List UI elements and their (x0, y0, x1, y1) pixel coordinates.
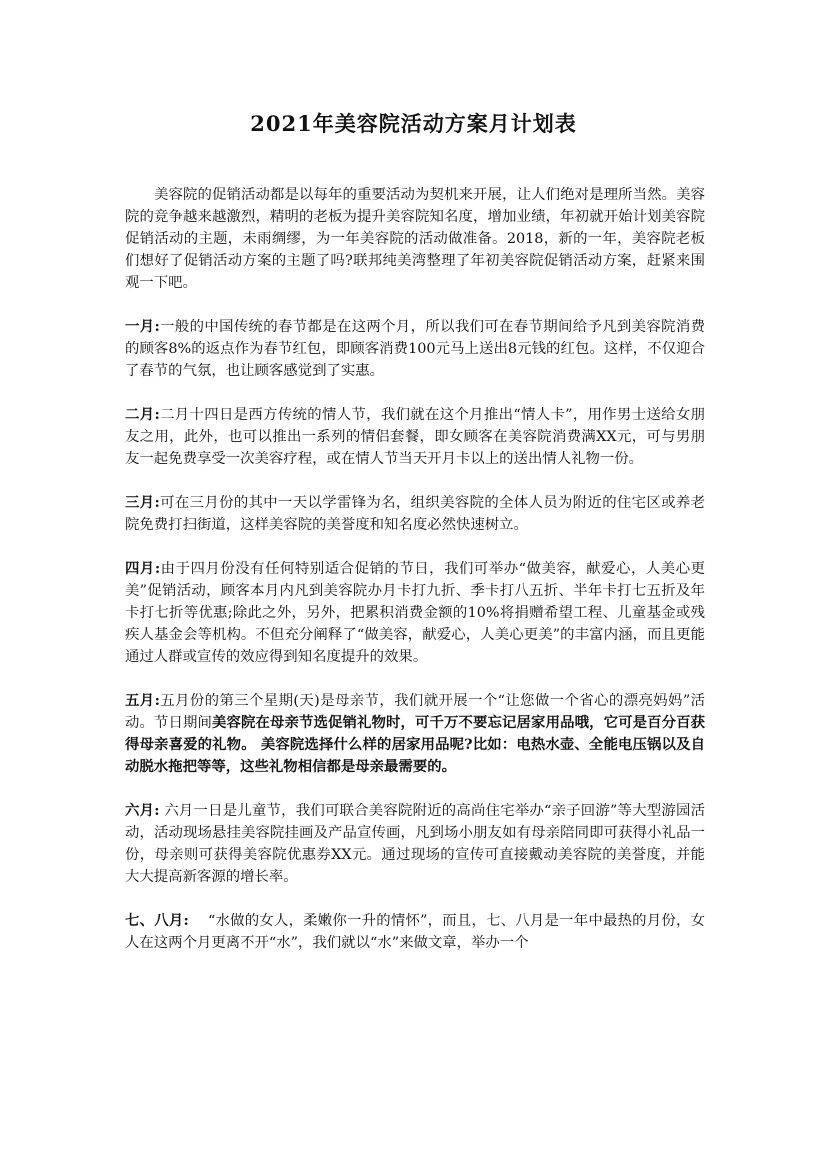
paragraph-january-text: 一般的中国传统的春节都是在这两个月，所以我们可在春节期间给予凡到美容院消费的顾客8%的返点作为春节红包，即顾客消费100元马上送出8元钱的红包。这样，不仅迎合了春节的气氛，也让顾客感觉到了实惠。 (125, 319, 706, 379)
month-label-march: 三月: (125, 494, 160, 511)
paragraph-march (125, 492, 705, 536)
paragraph-april-text: 由于四月份没有任何特别适合促销的节日，我们可举办“做美容，献爱心，人美心更美”促销活动，顾客本月内凡到美容院办月卡打九折、季卡打八五折、半年卡打七五折及年卡打七折等优惠;除此之外，另外，把累积消费金额的10%将捐赠希望工程、儿童基金或残疾人基金会等机构。不但充分阐释了“做美容，献爱心，人美心更美”的丰富内涵，而且更能通过人群或宣传的效应得到知名度提升的效果。 (125, 561, 705, 665)
paragraph-february-text: 二月十四日是西方传统的情人节，我们就在这个月推出“情人卡”，用作男士送给女朋友之用，此外，也可以推出一系列的情侣套餐，即女顾客在美容院消费满XX元，可与男朋友一起免费享受一次美容疗程，或在情人节当天开月卡以上的送出情人礼物一份。 (125, 407, 705, 467)
paragraph-june-text: 六月一日是儿童节，我们可联合美容院附近的高尚住宅举办“亲子回游”等大型游园活动，活动现场悬挂美容院挂画及产品宣传画，凡到场小朋友如有母亲陪同即可获得小礼品一份，母亲则可获得美容院优惠券XX元。通过现场的宣传可直接戴动美容院的美誉度，并能大大提高新客源的增长率。 (125, 803, 706, 885)
paragraph-july-august (125, 910, 705, 954)
month-label-june: 六月: (125, 802, 160, 819)
paragraph-may-bold-text: 美容院在母亲节选促销礼物时，可千万不要忘记居家用品哦，它可是百分百获得母亲喜爱的礼物。 美容院选择什么样的居家用品呢?比如：电热水壶、全能电压锅以及自动脱水拖把等等，这些礼物相信都是母亲最需要的。 (125, 714, 705, 775)
paragraph-june (125, 800, 705, 888)
paragraph-may-text: 五月份的第三个星期(天)是母亲节，我们就开展一个“让您做一个省心的漂亮妈妈”活动。节日期间 (125, 693, 705, 731)
month-label-july-august: 七、八月: (125, 912, 189, 929)
document-body (125, 184, 705, 976)
paragraph-april (125, 558, 705, 668)
month-label-may: 五月: (125, 692, 160, 709)
paragraph-january (125, 316, 705, 382)
paragraph-july-august-text: “水做的女人，柔嫩你一升的情怀”，而且，七、八月是一年中最热的月份，女人在这两个月更离不开“水”，我们就以“水”来做文章，举办一个 (125, 913, 706, 951)
paragraph-march-text: 可在三月份的其中一天以学雷锋为名，组织美容院的全体人员为附近的住宅区或养老院免费打扫街道，这样美容院的美誉度和知名度必然快速树立。 (125, 495, 706, 533)
paragraph-february (125, 404, 705, 470)
month-label-february: 二月: (125, 406, 160, 423)
month-label-april: 四月: (125, 560, 161, 577)
intro-paragraph: 美容院的促销活动都是以每年的重要活动为契机来开展，让人们绝对是理所当然。美容院的竞争越来越激烈，精明的老板为提升美容院知名度，增加业绩，年初就开始计划美容院促销活动的主题，未雨绸缪，为一年美容院的活动做准备。2018，新的一年，美容院老板们想好了促销活动方案的主题了吗?联邦纯美湾整理了年初美容院促销活动方案，赶紧来围观一下吧。 (125, 187, 705, 291)
page-title: 2021年美容院活动方案月计划表 (250, 111, 577, 136)
paragraph-may (125, 690, 705, 778)
month-label-january: 一月: (125, 318, 160, 335)
